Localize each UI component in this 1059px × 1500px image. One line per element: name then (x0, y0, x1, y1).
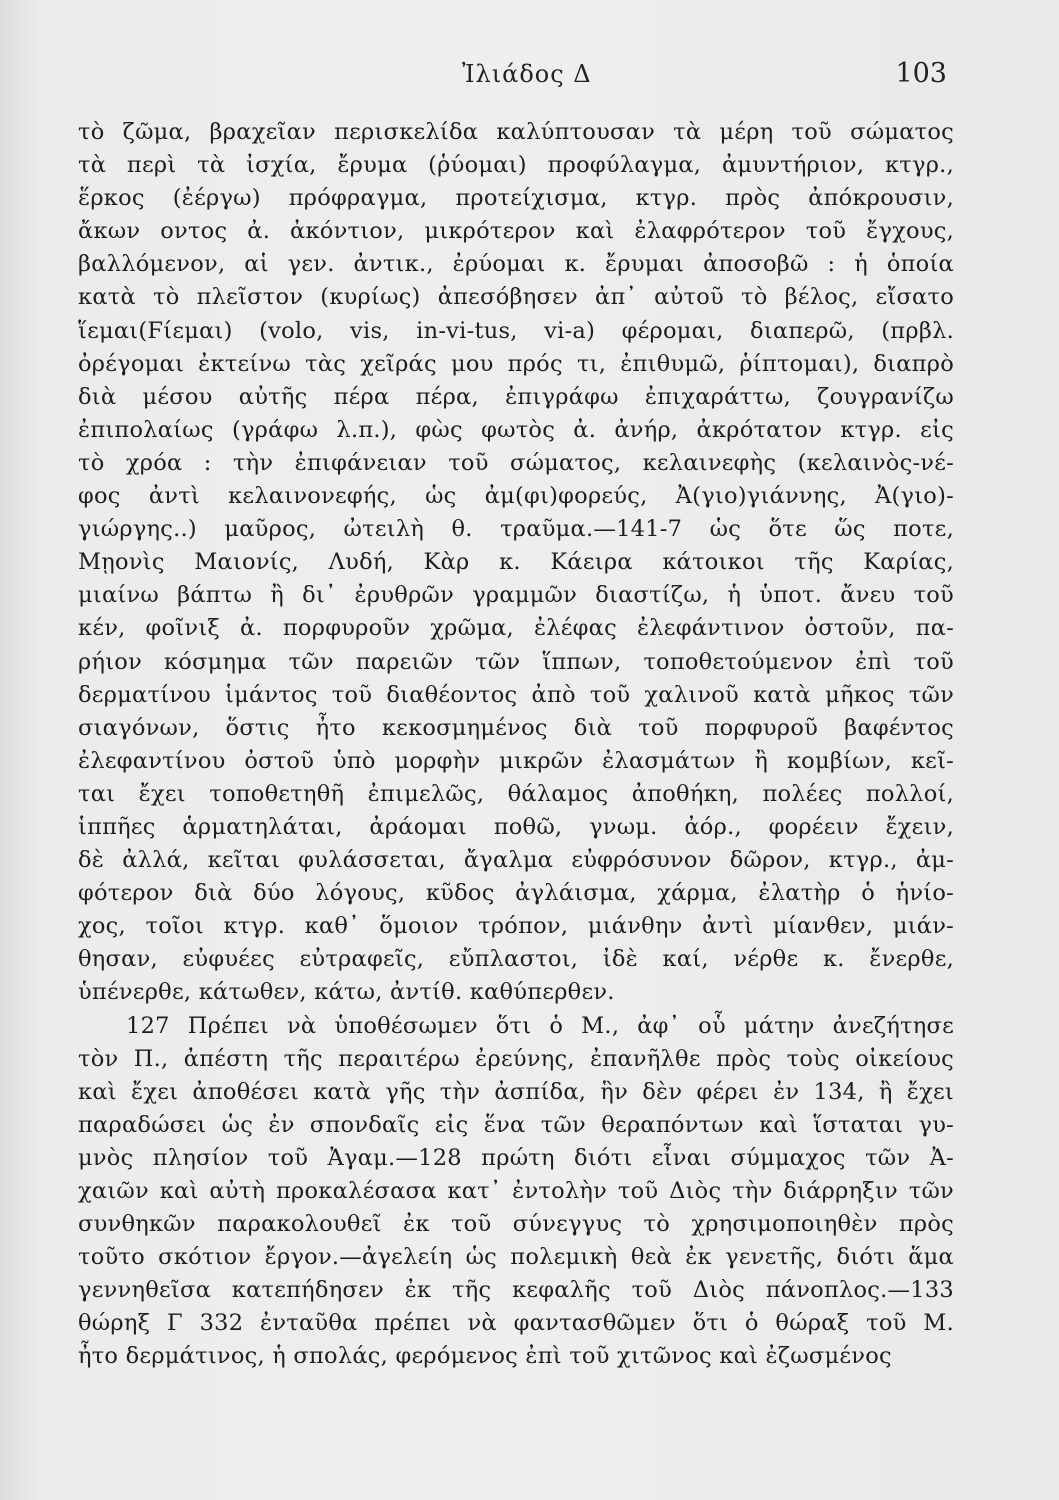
text-line: φότερον διὰ δύο λόγους, κῦδος ἀγλάισμα, χάρμα, ἐλατὴρ ὁ ἡνίο- (78, 880, 954, 907)
text-line: ἱππῆες ἁρματηλάται, ἀράομαι ποθῶ, γνωμ. ἀόρ., φορέειν ἔχειν, (78, 813, 954, 840)
text-line: μιαίνω βάπτω ἢ δι᾽ ἐρυθρῶν γραμμῶν διαστίζω, ἡ ὑποτ. ἄνευ τοῦ (78, 582, 954, 609)
text-line: τὸ ζῶμα, βραχεῖαν περισκελίδα καλύπτουσαν τὰ μέρη τοῦ σώματος (78, 119, 954, 145)
text-line: τὸ χρόα : τὴν ἐπιφάνειαν τοῦ σώματος, κελαινεφὴς (κελαινὸς-νέ- (78, 449, 954, 476)
text-line: βαλλόμενον, αἱ γεν. ἀντικ., ἐρύομαι κ. ἔρυμαι ἀποσοβῶ : ἡ ὁποία (78, 251, 954, 278)
text-line: σιαγόνων, ὅστις ἦτο κεκοσμημένος διὰ τοῦ πορφυροῦ βαφέντος (78, 714, 954, 741)
text-line: ται ἔχει τοποθετηθῆ ἐπιμελῶς, θάλαμος ἀποθήκη, πολέες πολλοί, (78, 780, 954, 807)
text-line: ἄκων οντος ἀ. ἀκόντιον, μικρότερον καὶ ἐλαφρότερον τοῦ ἔγχους, (78, 218, 954, 245)
text-line: ἵεμαι(Ϝίεμαι) (volo, vis, in-vi-tus, vi-a) φέρομαι, διαπερῶ, (πρβλ. (78, 317, 954, 344)
text-line: 127 Πρέπει νὰ ὑποθέσωμεν ὅτι ὁ Μ., ἀφ᾽ οὗ μάτην ἀνεζήτησε (126, 1012, 954, 1039)
page-number: 103 (895, 58, 947, 89)
text-line: Μῃονὶς Μαιονίς, Λυδή, Κὰρ κ. Κάειρα κάτοικοι τῆς Καρίας, (78, 549, 954, 576)
text-line: χαιῶν καὶ αὐτὴ προκαλέσασα κατ᾽ ἐντολὴν τοῦ Διὸς τὴν διάρρηξιν τῶν (78, 1178, 954, 1204)
running-title: Ἰλιάδος Δ (462, 60, 592, 88)
commentary-text (78, 116, 954, 1374)
text-line: φος ἀντὶ κελαινονεφής, ὡς ἀμ(φι)φορεύς, Ἀ(γιο)γιάννης, Ἀ(γιο)- (78, 483, 954, 510)
text-line: ὑπένερθε, κάτωθεν, κάτω, ἀντίθ. καθύπερθεν. (78, 979, 615, 1006)
text-line: τοῦτο σκότιον ἔργον.—ἀγελείη ὡς πολεμικὴ θεὰ ἐκ γενετῆς, διότι ἅμα (78, 1244, 954, 1271)
text-line: δερματίνου ἱμάντος τοῦ διαθέοντος ἀπὸ τοῦ χαλινοῦ κατὰ μῆκος τῶν (78, 681, 954, 708)
text-line: γιώργης..) μαῦρος, ὠτειλὴ θ. τραῦμα.—141-7 ὡς ὅτε ὥς ποτε, (78, 516, 954, 543)
text-line: χος, τοῖοι κτγρ. καθ᾽ ὅμοιον τρόπον, μιάνθην ἀντὶ μίανθεν, μιάν- (78, 913, 954, 940)
text-line: δὲ ἀλλά, κεῖται φυλάσσεται, ἄγαλμα εὐφρόσυνον δῶρον, κτγρ., ἀμ- (78, 847, 954, 874)
text-line: θησαν, εὐφυέες εὐτραφεῖς, εὔπλαστοι, ἰδὲ καί, νέρθε κ. ἔνερθε, (78, 946, 954, 973)
text-line: παραδώσει ὡς ἐν σπονδαῖς εἰς ἕνα τῶν θεραπόντων καὶ ἵσταται γυ- (78, 1111, 954, 1138)
text-line: ρήιον κόσμημα τῶν παρειῶν τῶν ἵππων, τοποθετούμενον ἐπὶ τοῦ (78, 648, 954, 675)
text-line: ἦτο δερμάτινος, ἡ σπολάς, φερόμενος ἐπὶ τοῦ χιτῶνος καὶ ἐζωσμένος (78, 1343, 892, 1370)
text-line: γεννηθεῖσα κατεπήδησεν ἐκ τῆς κεφαλῆς τοῦ Διὸς πάνοπλος.—133 (78, 1277, 954, 1304)
text-line: θώρηξ Γ 332 ἐνταῦθα πρέπει νὰ φαντασθῶμεν ὅτι ὁ θώραξ τοῦ Μ. (78, 1310, 954, 1337)
text-line: κατὰ τὸ πλεῖστον (κυρίως) ἀπεσόβησεν ἀπ᾽ αὐτοῦ τὸ βέλος, εἴσατο (78, 284, 954, 311)
text-line: τὸν Π., ἀπέστη τῆς περαιτέρω ἐρεύνης, ἐπανῆλθε πρὸς τοὺς οἰκείους (78, 1045, 954, 1072)
text-line: συνθηκῶν παρακολουθεῖ ἐκ τοῦ σύνεγγυς τὸ χρησιμοποιηθὲν πρὸς (78, 1211, 954, 1238)
text-line: κέν, φοῖνιξ ἀ. πορφυροῦν χρῶμα, ἐλέφας ἐλεφάντινον ὀστοῦν, πα- (78, 615, 954, 642)
text-line: ὀρέγομαι ἐκτείνω τὰς χεῖράς μου πρός τι, ἐπιθυμῶ, ῥίπτομαι), διαπρὸ (78, 350, 954, 377)
text-line: μνὸς πλησίον τοῦ Ἀγαμ.—128 πρώτη διότι εἶναι σύμμαχος τῶν Ἀ- (78, 1144, 954, 1171)
text-line: ἐλεφαντίνου ὀστοῦ ὑπὸ μορφὴν μικρῶν ἐλασμάτων ἢ κομβίων, κεῖ- (78, 747, 954, 774)
text-line: ἕρκος (ἐέργω) πρόφραγμα, προτείχισμα, κτγρ. πρὸς ἀπόκρουσιν, (78, 185, 954, 212)
text-line: τὰ περὶ τὰ ἰσχία, ἔρυμα (ῥύομαι) προφύλαγμα, ἀμυντήριον, κτγρ., (78, 152, 954, 179)
text-line: καὶ ἔχει ἀποθέσει κατὰ γῆς τὴν ἀσπίδα, ἣν δὲν φέρει ἐν 134, ἢ ἔχει (78, 1078, 954, 1105)
running-header (0, 58, 1059, 92)
text-line: διὰ μέσου αὐτῆς πέρα πέρα, ἐπιγράφω ἐπιχαράττω, ζουγρανίζω (78, 383, 954, 410)
text-line: ἐπιπολαίως (γράφω λ.π.), φὼς φωτὸς ἀ. ἀνήρ, ἀκρότατον κτγρ. εἰς (78, 416, 954, 443)
